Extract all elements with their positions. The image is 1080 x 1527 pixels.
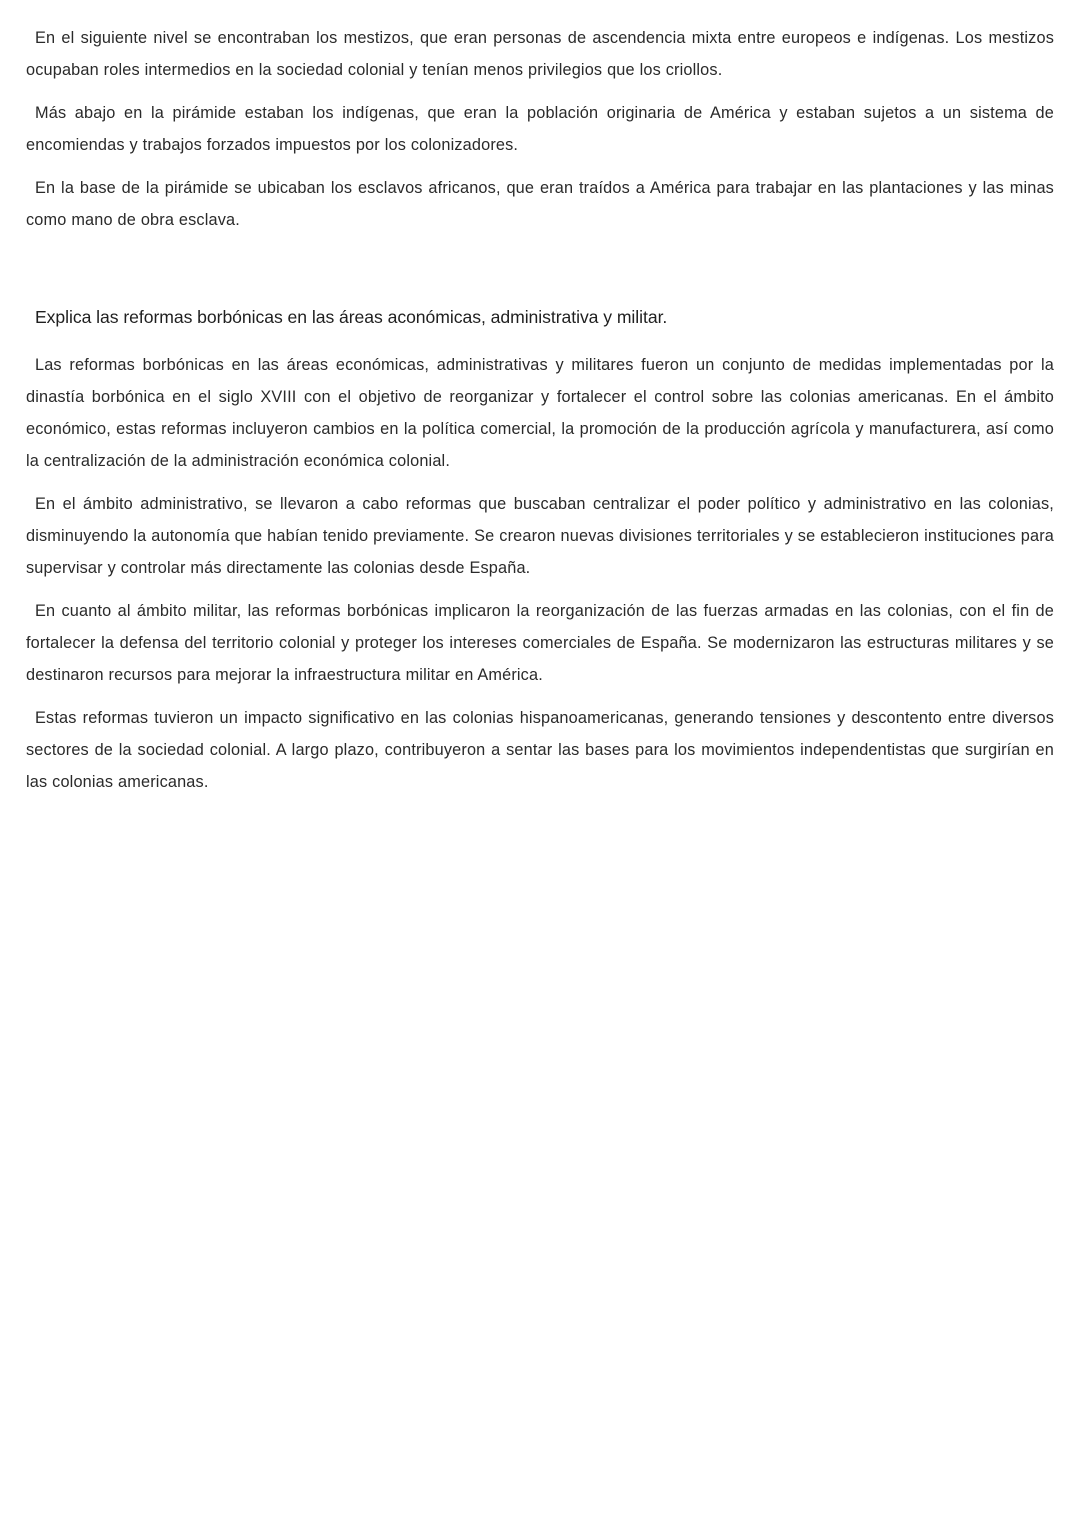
document-body: [26, 22, 1054, 798]
paragraph-indigenas: Más abajo en la pirámide estaban los indígenas, que eran la población originaria de América y estaban sujetos a un sistema de encomiendas y trabajos forzados impuestos por los colonizadores.: [26, 104, 1054, 154]
spacer-after-heading: [26, 332, 1054, 349]
paragraph-ambito-administrativo: En el ámbito administrativo, se llevaron a cabo reformas que buscaban centralizar el poder político y administrativo en las colonias, disminuyendo la autonomía que habían tenido previamente. Se crearon nuevas divisiones territoriales y se establecieron instituciones para supervisar y controlar más directamente las colonias desde España.: [26, 495, 1054, 577]
paragraph-ambito-militar: En cuanto al ámbito militar, las reformas borbónicas implicaron la reorganización de las fuerzas armadas en las colonias, con el fin de fortalecer la defensa del territorio colonial y proteger los intereses comerciales de España. Se modernizaron las estructuras militares y se destinaron recursos para mejorar la infraestructura militar en América.: [26, 602, 1054, 684]
section-colonial-hierarchy: [26, 22, 1054, 236]
section-reformas-borbonicas: [26, 302, 1054, 798]
paragraph-impacto-conclusion: Estas reformas tuvieron un impacto significativo en las colonias hispanoamericanas, generando tensiones y descontento entre diversos sectores de la sociedad colonial. A largo plazo, contribuyeron a sentar las bases para los movimientos independentistas que surgirían en las colonias americanas.: [26, 709, 1054, 791]
spacer-before-heading: [26, 236, 1054, 302]
section-heading-reformas-borbonicas: Explica las reformas borbónicas en las áreas aconómicas, administrativa y militar.: [35, 307, 668, 327]
paragraph-mestizos: En el siguiente nivel se encontraban los mestizos, que eran personas de ascendencia mixta entre europeos e indígenas. Los mestizos ocupaban roles intermedios en la sociedad colonial y tenían menos privilegios que los criollos.: [26, 29, 1054, 79]
paragraph-esclavos-africanos: En la base de la pirámide se ubicaban los esclavos africanos, que eran traídos a América para trabajar en las plantaciones y las minas como mano de obra esclava.: [26, 179, 1054, 229]
paragraph-ambito-economico: Las reformas borbónicas en las áreas económicas, administrativas y militares fueron un conjunto de medidas implementadas por la dinastía borbónica en el siglo XVIII con el objetivo de reorganizar y fortalecer el control sobre las colonias americanas. En el ámbito económico, estas reformas incluyeron cambios en la política comercial, la promoción de la producción agrícola y manufacturera, así como la centralización de la administración económica colonial.: [26, 356, 1054, 470]
